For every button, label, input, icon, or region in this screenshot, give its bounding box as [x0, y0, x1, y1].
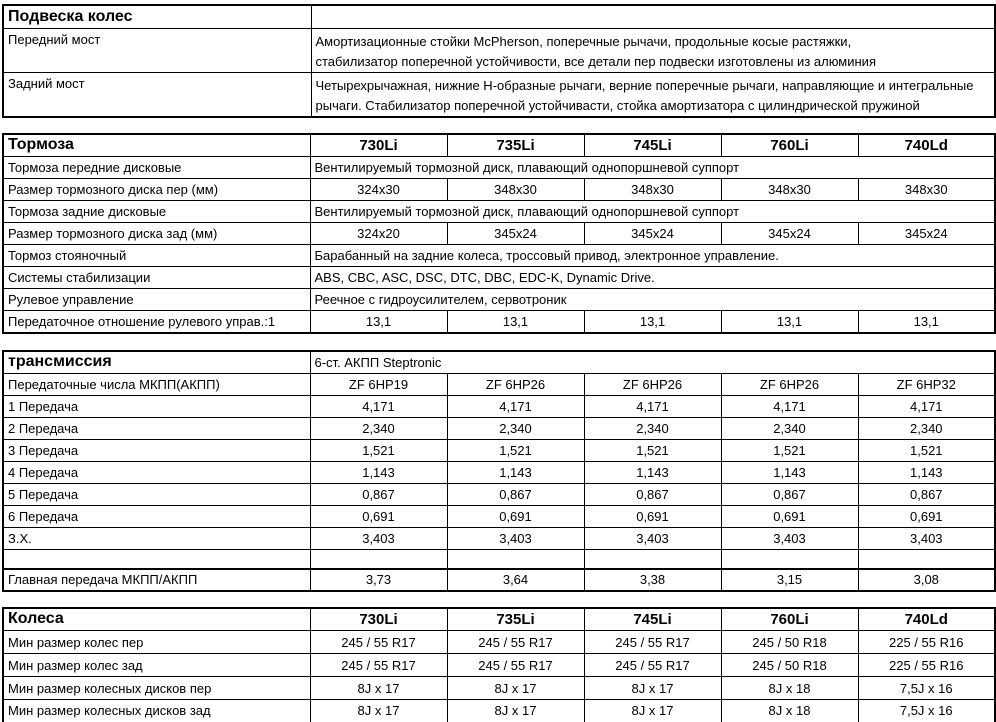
- suspension-header-row: [3, 5, 995, 28]
- value-cell: 3,403: [584, 528, 721, 550]
- value-cell: 1,143: [310, 462, 447, 484]
- brakes-header-row: [3, 134, 995, 157]
- row-span-value: Реечное с гидроусилителем, сервотроник: [310, 289, 995, 311]
- table-row: [3, 506, 995, 528]
- value-cell: 3,403: [447, 528, 584, 550]
- row-label: Рулевое управление: [3, 289, 310, 311]
- row-label: Системы стабилизации: [3, 267, 310, 289]
- row-label: Передаточное отношение рулевого управ.:1: [3, 311, 310, 333]
- transmission-table: [2, 350, 996, 592]
- value-cell: 245 / 55 R17: [310, 631, 447, 654]
- value-cell: 324x30: [310, 179, 447, 201]
- value-cell: 13,1: [310, 311, 447, 333]
- table-row: [3, 396, 995, 418]
- value-cell: 3,73: [310, 569, 447, 591]
- transmission-header-row: [3, 351, 995, 374]
- model-header-735li: 735Li: [447, 134, 584, 157]
- value-cell: 1,143: [584, 462, 721, 484]
- table-row: [3, 289, 995, 311]
- table-row: [3, 418, 995, 440]
- table-row: [3, 223, 995, 245]
- value-cell: 3,38: [584, 569, 721, 591]
- value-cell: 0,867: [447, 484, 584, 506]
- value-cell: 345x24: [447, 223, 584, 245]
- wheels-table: [2, 607, 996, 722]
- row-label: Размер тормозного диска зад (мм): [3, 223, 310, 245]
- table-row: [3, 28, 995, 72]
- value-cell: 0,867: [858, 484, 995, 506]
- value-cell: 345x24: [721, 223, 858, 245]
- row-span-value: Вентилируемый тормозной диск, плавающий однопоршневой суппорт: [310, 201, 995, 223]
- value-cell: 245 / 55 R17: [584, 654, 721, 677]
- value-cell: 8J x 17: [584, 677, 721, 700]
- value-cell: 8J x 17: [447, 677, 584, 700]
- value-cell: 13,1: [447, 311, 584, 333]
- table-row: [3, 374, 995, 396]
- value-cell: 1,521: [858, 440, 995, 462]
- row-label: 6 Передача: [3, 506, 310, 528]
- value-cell: 13,1: [858, 311, 995, 333]
- table-row: [3, 157, 995, 179]
- brakes-table: [2, 133, 996, 334]
- model-header-760li: 760Li: [721, 608, 858, 631]
- value-cell: 8J x 17: [310, 677, 447, 700]
- model-header-740ld: 740Ld: [858, 608, 995, 631]
- value-cell: ZF 6HP26: [721, 374, 858, 396]
- table-row: [3, 462, 995, 484]
- table-row: [3, 245, 995, 267]
- row-description: [311, 28, 995, 72]
- value-cell: 7,5J x 16: [858, 677, 995, 700]
- value-cell: 13,1: [721, 311, 858, 333]
- model-header-745li: 745Li: [584, 608, 721, 631]
- value-cell: 345x24: [584, 223, 721, 245]
- suspension-header-empty-cell: [311, 5, 995, 28]
- table-row: [3, 631, 995, 654]
- model-header-760li: 760Li: [721, 134, 858, 157]
- value-cell: 2,340: [721, 418, 858, 440]
- row-label: Тормоза передние дисковые: [3, 157, 310, 179]
- row-label: 4 Передача: [3, 462, 310, 484]
- table-row: [3, 677, 995, 700]
- value-cell: 1,521: [584, 440, 721, 462]
- table-row: [3, 440, 995, 462]
- value-cell: 245 / 55 R17: [310, 654, 447, 677]
- value-cell: 225 / 55 R16: [858, 654, 995, 677]
- value-cell: 4,171: [858, 396, 995, 418]
- row-label: [3, 550, 310, 569]
- value-cell: 1,143: [721, 462, 858, 484]
- value-cell: 3,403: [858, 528, 995, 550]
- value-cell: 245 / 50 R18: [721, 631, 858, 654]
- value-cell: 1,143: [858, 462, 995, 484]
- model-header-730li: 730Li: [310, 608, 447, 631]
- table-row: [3, 484, 995, 506]
- model-header-740ld: 740Ld: [858, 134, 995, 157]
- value-cell: 0,691: [858, 506, 995, 528]
- value-cell: 8J x 18: [721, 677, 858, 700]
- value-cell: 2,340: [310, 418, 447, 440]
- value-cell: [858, 550, 995, 569]
- value-cell: 0,691: [447, 506, 584, 528]
- value-cell: 245 / 50 R18: [721, 654, 858, 677]
- value-cell: ZF 6HP19: [310, 374, 447, 396]
- value-cell: 245 / 55 R17: [447, 631, 584, 654]
- value-cell: 1,521: [721, 440, 858, 462]
- table-row: [3, 700, 995, 722]
- value-cell: [721, 550, 858, 569]
- row-description: [311, 72, 995, 117]
- value-cell: ZF 6HP26: [447, 374, 584, 396]
- value-cell: [584, 550, 721, 569]
- value-cell: 4,171: [584, 396, 721, 418]
- row-span-value: ABS, CBC, ASC, DSC, DTC, DBC, EDC-K, Dynamic Drive.: [310, 267, 995, 289]
- value-cell: 3,15: [721, 569, 858, 591]
- value-cell: 348x30: [858, 179, 995, 201]
- wheels-section-title: Колеса: [3, 608, 310, 631]
- value-cell: 1,521: [310, 440, 447, 462]
- row-span-value: Вентилируемый тормозной диск, плавающий однопоршневой суппорт: [310, 157, 995, 179]
- row-label: 5 Передача: [3, 484, 310, 506]
- table-row: [3, 569, 995, 591]
- row-label: 3 Передача: [3, 440, 310, 462]
- value-cell: 3,403: [310, 528, 447, 550]
- value-cell: 0,867: [584, 484, 721, 506]
- value-cell: [310, 550, 447, 569]
- spacer-row: [3, 550, 995, 569]
- wheels-header-row: [3, 608, 995, 631]
- value-cell: 7,5J x 16: [858, 700, 995, 722]
- row-label: Мин размер колес зад: [3, 654, 310, 677]
- value-cell: 348x30: [721, 179, 858, 201]
- value-cell: 345x24: [858, 223, 995, 245]
- row-label: З.Х.: [3, 528, 310, 550]
- table-row: [3, 311, 995, 333]
- row-label: Передаточные числа МКПП(АКПП): [3, 374, 310, 396]
- value-cell: 4,171: [447, 396, 584, 418]
- row-label: Размер тормозного диска пер (мм): [3, 179, 310, 201]
- value-cell: 4,171: [721, 396, 858, 418]
- table-row: [3, 72, 995, 117]
- value-cell: 348x30: [584, 179, 721, 201]
- model-header-730li: 730Li: [310, 134, 447, 157]
- value-cell: 245 / 55 R17: [584, 631, 721, 654]
- brakes-section-title: Тормоза: [3, 134, 310, 157]
- value-cell: 2,340: [858, 418, 995, 440]
- value-cell: ZF 6HP32: [858, 374, 995, 396]
- value-cell: 348x30: [447, 179, 584, 201]
- value-cell: 1,143: [447, 462, 584, 484]
- value-cell: 3,403: [721, 528, 858, 550]
- value-cell: 1,521: [447, 440, 584, 462]
- description-line: стабилизатор поперечной устойчивости, все детали пер подвески изготовлены из алюминия: [315, 53, 876, 69]
- suspension-table: [2, 4, 996, 118]
- description-line: Четырехрычажная, нижние Н-образные рычаги, верние поперечные рычаги, направляющие и интегральные: [315, 77, 974, 93]
- value-cell: 0,691: [584, 506, 721, 528]
- suspension-section-title: Подвеска колес: [3, 5, 311, 28]
- value-cell: 0,867: [310, 484, 447, 506]
- row-label: 2 Передача: [3, 418, 310, 440]
- value-cell: 13,1: [584, 311, 721, 333]
- value-cell: 225 / 55 R16: [858, 631, 995, 654]
- value-cell: ZF 6HP26: [584, 374, 721, 396]
- value-cell: 2,340: [584, 418, 721, 440]
- value-cell: 324x20: [310, 223, 447, 245]
- value-cell: [447, 550, 584, 569]
- model-header-745li: 745Li: [584, 134, 721, 157]
- table-row: [3, 267, 995, 289]
- row-label: Мин размер колес пер: [3, 631, 310, 654]
- row-span-value: Барабанный на задние колеса, троссовый привод, электронное управление.: [310, 245, 995, 267]
- description-line: Амортизационные стойки McPherson, поперечные рычачи, продольные косые растяжки,: [315, 33, 852, 49]
- value-cell: 2,340: [447, 418, 584, 440]
- model-header-735li: 735Li: [447, 608, 584, 631]
- table-row: [3, 654, 995, 677]
- value-cell: 4,171: [310, 396, 447, 418]
- transmission-section-title: трансмиссия: [3, 351, 310, 374]
- table-row: [3, 528, 995, 550]
- value-cell: 0,867: [721, 484, 858, 506]
- row-label: 1 Передача: [3, 396, 310, 418]
- row-label: Главная передача МКПП/АКПП: [3, 569, 310, 591]
- value-cell: 8J x 17: [310, 700, 447, 722]
- value-cell: 3,08: [858, 569, 995, 591]
- value-cell: 0,691: [721, 506, 858, 528]
- value-cell: 8J x 18: [721, 700, 858, 722]
- value-cell: 3,64: [447, 569, 584, 591]
- value-cell: 8J x 17: [447, 700, 584, 722]
- row-label: Тормоз стояночный: [3, 245, 310, 267]
- table-row: [3, 179, 995, 201]
- row-label: Мин размер колесных дисков пер: [3, 677, 310, 700]
- value-cell: 0,691: [310, 506, 447, 528]
- row-label: Мин размер колесных дисков зад: [3, 700, 310, 722]
- description-line: рычаги. Стабилизатор поперечной устойчивасти, стойка амортизатора с цилиндрической пружиной: [315, 97, 920, 113]
- row-label: Передний мост: [3, 28, 311, 72]
- value-cell: 245 / 55 R17: [447, 654, 584, 677]
- table-row: [3, 201, 995, 223]
- row-label: Задний мост: [3, 72, 311, 117]
- transmission-gearbox-type: 6-ст. АКПП Steptronic: [310, 351, 995, 374]
- value-cell: 8J x 17: [584, 700, 721, 722]
- row-label: Тормоза задние дисковые: [3, 201, 310, 223]
